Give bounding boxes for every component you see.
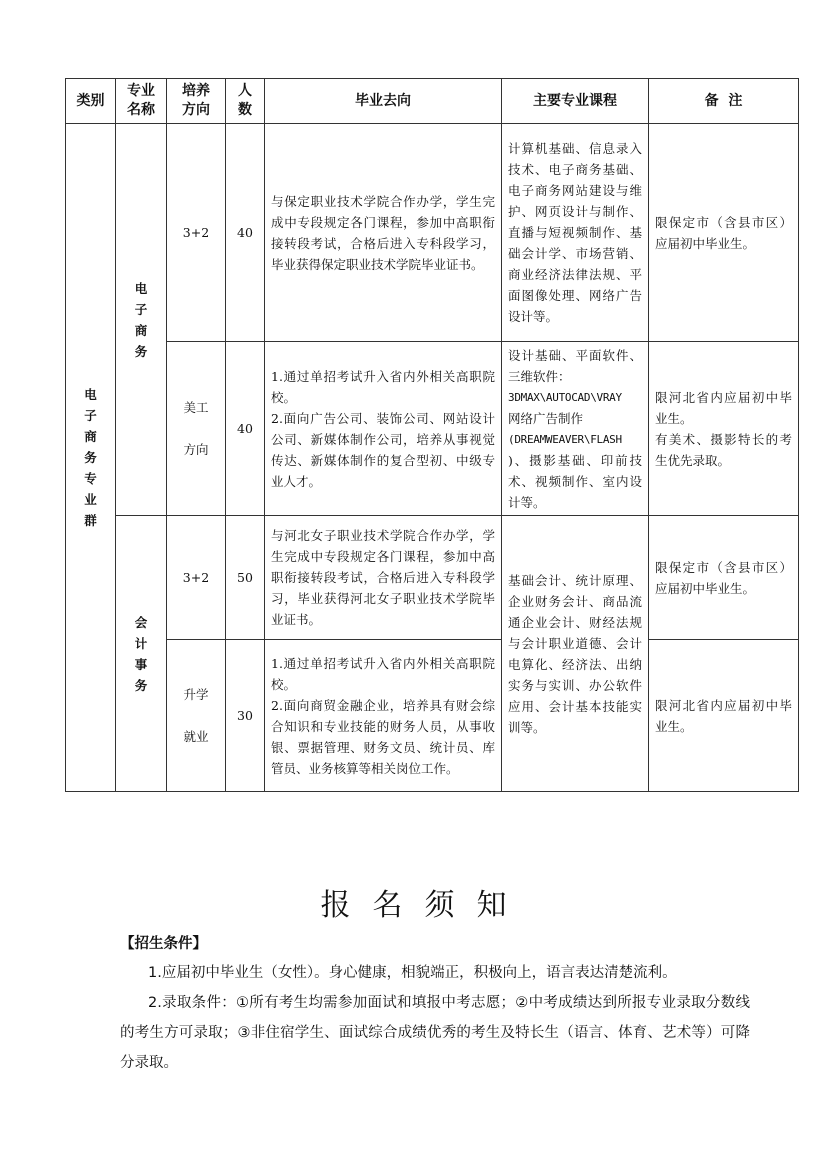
header-courses: 主要专业课程 <box>502 79 649 124</box>
direction-cell: 升学 就业 <box>167 640 226 792</box>
header-count: 人 数 <box>226 79 265 124</box>
direction-cell: 3+2 <box>167 516 226 640</box>
header-major-name: 专业 名称 <box>116 79 167 124</box>
count-cell: 40 <box>226 342 265 516</box>
courses-cell: 设计基础、平面软件、三维软件： 3DMAX\AUTOCAD\VRAY 网络广告制作 (DREAMWEAVER\FLASH )、摄影基础、印前技术、视频制作、室内设计等。 <box>502 342 649 516</box>
remarks-cell: 限保定市（含县市区）应届初中毕业生。 <box>649 516 799 640</box>
category-cell: 电 子 商 务 专 业 群 <box>66 124 116 792</box>
count-cell: 30 <box>226 640 265 792</box>
section-heading: 【招生条件】 <box>120 936 207 952</box>
major-name-accounting: 会 计 事 务 <box>116 516 167 792</box>
destination-cell: 与河北女子职业技术学院合作办学，学生完成中专段规定各门课程，参加中高职衔接转段考试，合格后进入专科段学习，毕业获得河北女子职业技术学院毕业证书。 <box>265 516 502 640</box>
major-name-ecommerce: 电 子 商 务 <box>116 124 167 516</box>
count-cell: 40 <box>226 124 265 342</box>
table-header-row <box>66 79 799 124</box>
count-cell: 50 <box>226 516 265 640</box>
destination-cell: 与保定职业技术学院合作办学，学生完成中专段规定各门课程，参加中高职衔接转段考试，合格后进入专科段学习，毕业获得保定职业技术学院毕业证书。 <box>265 124 502 342</box>
header-destination: 毕业去向 <box>265 79 502 124</box>
direction-cell: 3+2 <box>167 124 226 342</box>
requirement-item-2: 2.录取条件：①所有考生均需参加面试和填报中考志愿；②中考成绩达到所报专业录取分数线的考生方可录取；③非住宿学生、面试综合成绩优秀的考生及特长生（语言、体育、艺术等）可降分录取。 <box>120 995 750 1071</box>
destination-cell: 1.通过单招考试升入省内外相关高职院校。 2.面向商贸金融企业，培养具有财会综合知识和专业技能的财务人员，从事收银、票据管理、财务文员、统计员、库管员、业务核算等相关岗位工作。 <box>265 640 502 792</box>
destination-cell: 1.通过单招考试升入省内外相关高职院校。 2.面向广告公司、装饰公司、网站设计公司、新媒体制作公司，培养从事视觉传达、新媒体制作的复合型初、中级专业人才。 <box>265 342 502 516</box>
table-row <box>66 342 799 516</box>
table-row <box>66 516 799 640</box>
requirement-item-1: 1.应届初中毕业生（女性）。身心健康，相貌端正，积极向上，语言表达清楚流利。 <box>148 965 677 981</box>
enrollment-plan-table <box>65 78 799 792</box>
remarks-cell: 限河北省内应届初中毕业生。 有美术、摄影特长的考生优先录取。 <box>649 342 799 516</box>
header-remarks: 备 注 <box>649 79 799 124</box>
accounting-courses-cell: 基础会计、统计原理、企业财务会计、商品流通企业会计、财经法规与会计职业道德、会计电算化、经济法、出纳实务与实训、办公软件应用、会计基本技能实训等。 <box>502 516 649 792</box>
courses-cell: 计算机基础、信息录入技术、电子商务基础、电子商务网站建设与维护、网页设计与制作、直播与短视频制作、基础会计学、市场营销、商业经济法律法规、平面图像处理、网络广告设计等。 <box>502 124 649 342</box>
table-row <box>66 640 799 792</box>
notice-title: 报名须知 <box>320 888 529 923</box>
table-row <box>66 124 799 342</box>
remarks-cell: 限河北省内应届初中毕业生。 <box>649 640 799 792</box>
direction-cell: 美工 方向 <box>167 342 226 516</box>
header-category: 类别 <box>66 79 116 124</box>
remarks-cell: 限保定市（含县市区）应届初中毕业生。 <box>649 124 799 342</box>
header-direction: 培养 方向 <box>167 79 226 124</box>
